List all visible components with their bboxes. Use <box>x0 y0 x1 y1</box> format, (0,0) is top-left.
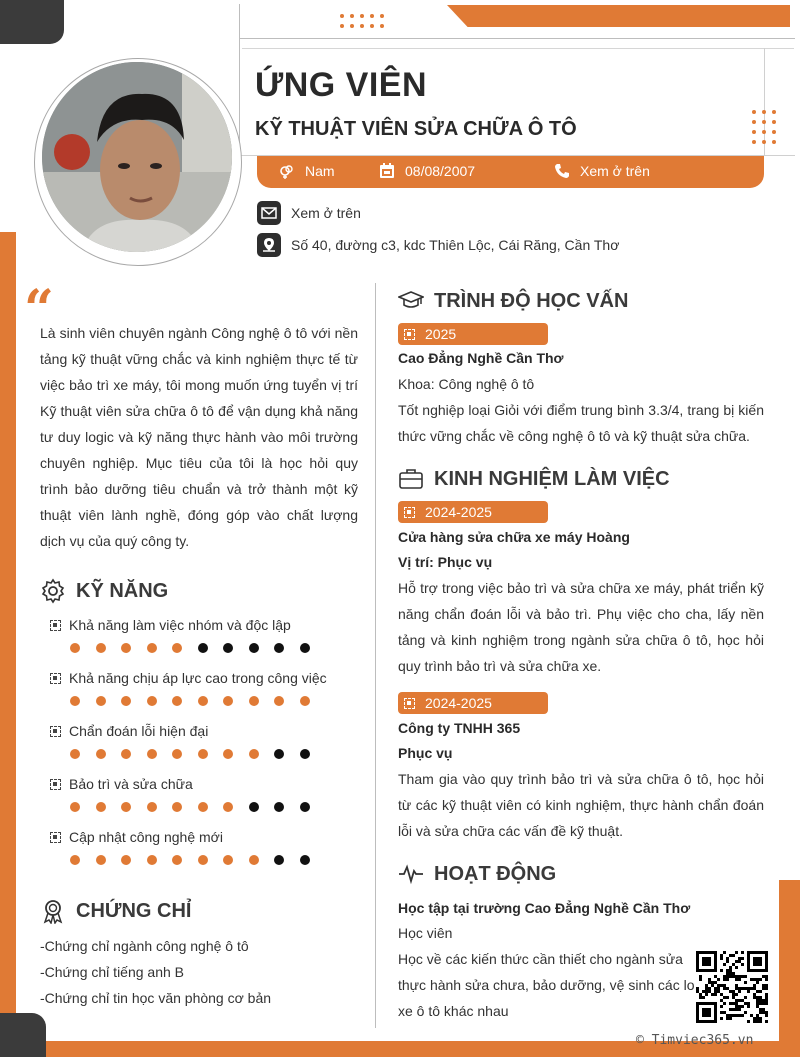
skill-rating <box>70 855 350 865</box>
rating-dot <box>121 696 131 706</box>
rating-dot <box>249 749 259 759</box>
experience-position: Vị trí: Phục vụ <box>398 554 493 570</box>
experience-position: Phục vụ <box>398 745 453 761</box>
experience-heading-text: KINH NGHIỆM LÀM VIỆC <box>434 467 670 490</box>
qr-code-graphic <box>696 951 768 1023</box>
graduation-cap-icon <box>398 288 424 314</box>
rating-dot <box>96 855 106 865</box>
email-row <box>257 201 361 225</box>
bullet-icon <box>404 329 415 340</box>
rating-dot <box>172 696 182 706</box>
corner-decoration-bottom-left <box>0 1013 46 1057</box>
activities-heading <box>398 861 556 887</box>
rating-dot <box>147 749 157 759</box>
gear-icon <box>40 578 66 604</box>
education-school: Cao Đẳng Nghề Cần Thơ <box>398 350 564 366</box>
rating-dot <box>70 749 80 759</box>
bullet-icon <box>50 832 61 843</box>
rating-dot <box>70 696 80 706</box>
rating-dot <box>172 749 182 759</box>
phone-value: Xem ở trên <box>580 163 650 179</box>
rating-dot <box>172 802 182 812</box>
skill-name <box>50 776 350 792</box>
rating-dot <box>198 749 208 759</box>
rating-dot <box>96 696 106 706</box>
bullet-icon <box>404 698 415 709</box>
certificates-heading <box>40 898 191 924</box>
education-year: 2025 <box>425 326 457 342</box>
skill-item <box>50 670 350 706</box>
rating-dot <box>147 802 157 812</box>
rating-dot <box>223 855 233 865</box>
experience-year: 2024-2025 <box>425 504 492 520</box>
header-line-secondary <box>242 48 794 49</box>
rating-dot <box>300 696 310 706</box>
skill-item <box>50 617 350 653</box>
right-accent-stripe <box>779 880 800 1041</box>
skill-name <box>50 617 350 633</box>
location-icon <box>257 233 281 257</box>
activity-line: xe ô tô khác nhau <box>398 1003 509 1019</box>
gender-value: Nam <box>305 163 335 179</box>
rating-dot <box>223 643 233 653</box>
rating-dot <box>223 696 233 706</box>
experience-company: Công ty TNHH 365 <box>398 720 521 736</box>
qr-code[interactable] <box>696 951 768 1023</box>
left-accent-stripe <box>0 232 16 1013</box>
top-accent-bar <box>447 5 790 27</box>
bullet-icon <box>50 779 61 790</box>
skill-label: Bảo trì và sửa chữa <box>69 776 193 792</box>
experience-company: Cửa hàng sửa chữa xe máy Hoàng <box>398 529 630 545</box>
rating-dot <box>96 643 106 653</box>
rating-dot <box>70 855 80 865</box>
education-heading-text: TRÌNH ĐỘ HỌC VẤN <box>434 289 629 312</box>
education-description: Tốt nghiệp loại Giỏi với điểm trung bình 3.3/4, trang bị kiến thức vững chắc về công nghệ ô tô và kỹ thuật sửa chữa. <box>398 402 764 444</box>
experience-year-badge <box>398 692 548 714</box>
skill-name <box>50 723 350 739</box>
skill-item <box>50 829 350 865</box>
bullet-icon <box>404 507 415 518</box>
rating-dot <box>147 696 157 706</box>
award-icon <box>40 898 66 924</box>
dot-pattern-top <box>340 14 384 28</box>
briefcase-icon <box>398 466 424 492</box>
rating-dot <box>198 643 208 653</box>
rating-dot <box>147 855 157 865</box>
activity-organization: Học tập tại trường Cao Đẳng Nghề Cần Thơ <box>398 900 691 916</box>
rating-dot <box>172 643 182 653</box>
experience-heading <box>398 466 670 492</box>
job-title: KỸ THUẬT VIÊN SỬA CHỮA Ô TÔ <box>255 118 577 140</box>
rating-dot <box>172 855 182 865</box>
phone-info <box>554 163 650 179</box>
rating-dot <box>274 749 284 759</box>
candidate-name: ỨNG VIÊN <box>255 66 428 104</box>
activity-line: Học về các kiến thức cần thiết cho ngành sửa <box>398 951 683 967</box>
rating-dot <box>70 802 80 812</box>
phone-icon <box>554 163 570 179</box>
header-vertical-line <box>239 4 240 154</box>
skill-item <box>50 776 350 812</box>
skill-item <box>50 723 350 759</box>
certificate-item: -Chứng chỉ tiếng anh B <box>40 964 185 980</box>
education-year-badge <box>398 323 548 345</box>
rating-dot <box>70 643 80 653</box>
address-value: Số 40, đường c3, kdc Thiên Lộc, Cái Răng, Cần Thơ <box>291 237 620 253</box>
rating-dot <box>223 802 233 812</box>
birthdate-value: 08/08/2007 <box>405 163 476 179</box>
certificate-item: -Chứng chỉ tin học văn phòng cơ bản <box>40 990 272 1006</box>
skill-rating <box>70 802 350 812</box>
skill-rating <box>70 749 350 759</box>
rating-dot <box>147 643 157 653</box>
corner-decoration-top-left <box>0 0 64 44</box>
bullet-icon <box>50 620 61 631</box>
skill-rating <box>70 643 350 653</box>
column-divider <box>375 283 376 1028</box>
rating-dot <box>121 802 131 812</box>
rating-dot <box>300 855 310 865</box>
skill-label: Chẩn đoán lỗi hiện đại <box>69 723 209 739</box>
rating-dot <box>274 643 284 653</box>
rating-dot <box>300 643 310 653</box>
education-heading <box>398 288 628 314</box>
rating-dot <box>198 855 208 865</box>
activity-line: thực hành sửa chưa, bảo dưỡng, vệ sinh các lo <box>398 977 695 993</box>
email-icon <box>257 201 281 225</box>
bullet-icon <box>50 673 61 684</box>
birthdate-info <box>379 163 475 179</box>
rating-dot <box>300 802 310 812</box>
bullet-icon <box>50 726 61 737</box>
calendar-icon <box>379 163 395 179</box>
rating-dot <box>121 643 131 653</box>
skill-label: Khả năng làm việc nhóm và độc lập <box>69 617 291 633</box>
rating-dot <box>249 696 259 706</box>
rating-dot <box>249 802 259 812</box>
experience-year-badge <box>398 501 548 523</box>
rating-dot <box>121 855 131 865</box>
rating-dot <box>96 802 106 812</box>
avatar <box>42 62 232 252</box>
skills-heading-text: KỸ NĂNG <box>76 579 169 602</box>
rating-dot <box>274 802 284 812</box>
education-faculty: Khoa: Công nghệ ô tô <box>398 376 535 392</box>
rating-dot <box>198 802 208 812</box>
skill-name <box>50 829 350 845</box>
rating-dot <box>300 749 310 759</box>
address-row <box>257 233 619 257</box>
copyright-text: © Timviec365.vn <box>636 1033 754 1048</box>
quote-icon: “ <box>24 279 54 340</box>
skill-label: Khả năng chịu áp lực cao trong công việc <box>69 670 327 686</box>
rating-dot <box>121 749 131 759</box>
skill-label: Cập nhật công nghệ mới <box>69 829 223 845</box>
dot-pattern-right <box>752 110 776 144</box>
avatar-portrait <box>42 62 232 252</box>
experience-year: 2024-2025 <box>425 695 492 711</box>
skill-name <box>50 670 350 686</box>
email-value: Xem ở trên <box>291 205 361 221</box>
rating-dot <box>198 696 208 706</box>
rating-dot <box>223 749 233 759</box>
skills-heading <box>40 578 168 604</box>
experience-description: Tham gia vào quy trình bảo trì và sửa chữa ô tô, học hỏi từ các kỹ thuật viên có kinh nghiệm, thực hành chẩn đoán lỗi và sửa chữa các vấn đề kỹ thuật. <box>398 771 764 839</box>
experience-description: Hỗ trợ trong việc bảo trì và sửa chữa xe máy, phát triển kỹ năng chẩn đoán lỗi và bảo trì. Phụ việc cho cha, lấy nền tảng và kinh nghiệm trong ngành sửa chữa ô tô, học hỏi quy trình bảo trì và sửa chữa xe. <box>398 580 764 674</box>
rating-dot <box>274 855 284 865</box>
rating-dot <box>249 855 259 865</box>
rating-dot <box>249 643 259 653</box>
certificate-item: -Chứng chỉ ngành công nghệ ô tô <box>40 938 249 954</box>
gender-info <box>279 163 335 179</box>
rating-dot <box>96 749 106 759</box>
activity-role: Học viên <box>398 925 453 941</box>
personal-info-bar <box>257 156 764 188</box>
career-objective: Là sinh viên chuyên ngành Công nghệ ô tô với nền tảng kỹ thuật vững chắc và kinh nghiệm thực tế từ việc bảo trì xe máy, tôi mong muốn ứng tuyển vị trí Kỹ thuật viên sửa chữa ô tô để vận dụng khả năng tư duy logic và kỹ năng thực hành vào môi trường chuyên nghiệp. Mục tiêu của tôi là học hỏi quy trình bảo dưỡng tiêu chuẩn và trở thành một kỹ thuật viên lành nghề, đóng góp vào chất lượng dịch vụ của quý công ty. <box>40 325 358 549</box>
activities-heading-text: HOẠT ĐỘNG <box>434 862 557 885</box>
skill-rating <box>70 696 350 706</box>
gender-icon <box>279 163 295 179</box>
activity-pulse-icon <box>398 861 424 887</box>
rating-dot <box>274 696 284 706</box>
certificates-heading-text: CHỨNG CHỈ <box>76 899 192 922</box>
header-line <box>240 38 795 39</box>
